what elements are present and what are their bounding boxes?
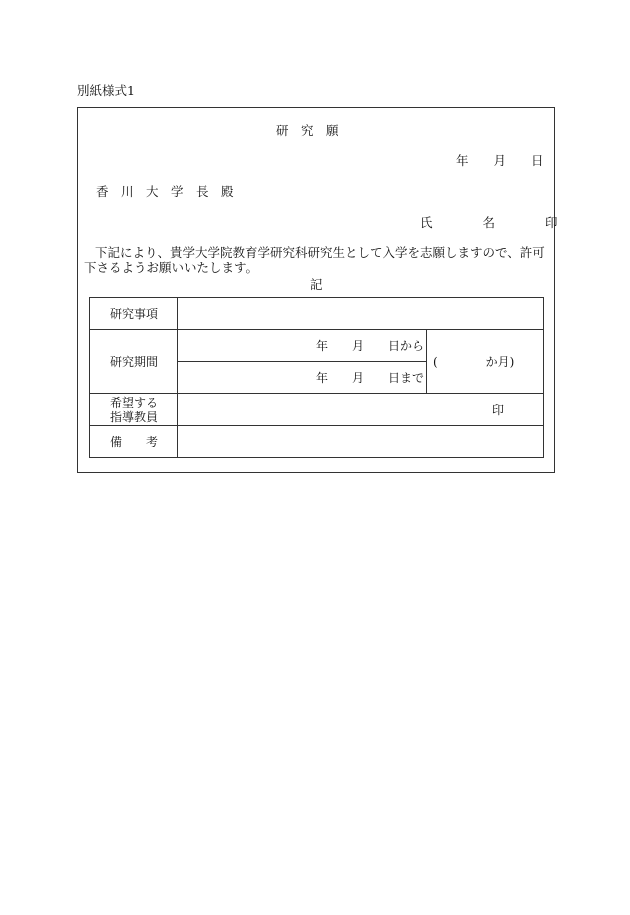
label-column-divider: [177, 298, 178, 457]
research-period-label: 研究期間: [109, 355, 158, 369]
row-divider: [90, 329, 543, 330]
remarks-label: 備 考: [109, 435, 158, 449]
advisor-seal: 印: [492, 403, 505, 417]
months-column-divider: [426, 330, 427, 393]
row-divider: [90, 425, 543, 426]
addressee: 香 川 大 学 長 殿: [96, 184, 234, 199]
date-line: 年 月 日: [456, 153, 544, 168]
period-from: 年 月 日から: [316, 339, 425, 353]
period-divider: [178, 361, 426, 362]
advisor-label-line2: 指導教員: [109, 410, 158, 424]
row-divider: [90, 393, 543, 394]
form-title: 研 究 願: [276, 123, 339, 138]
application-details-table: [89, 297, 544, 458]
research-topic-label: 研究事項: [109, 307, 158, 321]
note-heading: 記: [310, 277, 323, 292]
form-code: 別紙様式1: [77, 83, 135, 98]
period-months: ( か月): [433, 355, 515, 369]
request-text: 下記により、貴学大学院教育学研究科研究生として入学を志願しますので、許可下さるようお願いいたします。: [84, 245, 545, 275]
period-to: 年 月 日まで: [316, 371, 425, 385]
advisor-label-line1: 希望する: [109, 396, 158, 410]
signature-line: 氏 名 印: [420, 215, 558, 230]
